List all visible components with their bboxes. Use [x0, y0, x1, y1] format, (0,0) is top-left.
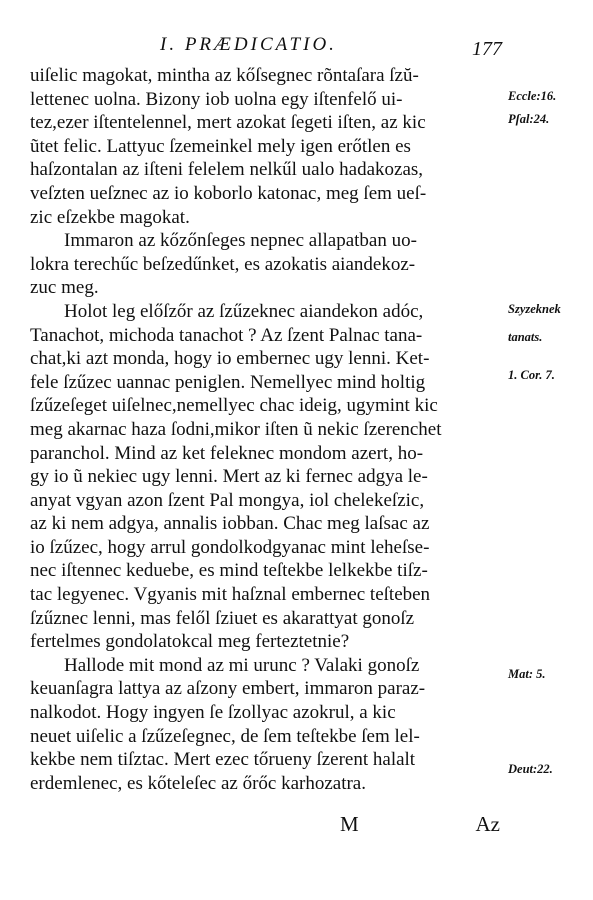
text-line: az ki nem adgya, annalis iobban. Chac meg laſsac az	[30, 513, 430, 535]
text-line: io ſzűzec, hogy arrul gondolkodgyanac mint leheſse-	[30, 536, 430, 558]
text-line: tac legyenec. Vgyanis mit haſznal embernec teſteben	[30, 584, 431, 606]
margin-note: Eccle:16.	[508, 89, 557, 103]
margin-note: Pſal:24.	[508, 112, 550, 126]
margin-note: Mat: 5.	[508, 667, 546, 681]
text-line: veſzten ueſznec az io koborlo katonac, meg ſem ueſ-	[30, 182, 427, 204]
text-line: Holot leg előſzőr az ſzűzeknec aiandekon adóc,	[64, 300, 424, 322]
text-line: fertelmes gondolatokcal meg ferteztetnie?	[30, 631, 350, 653]
text-line: Immaron az kőzőnſeges nepnec allapatban uo-	[64, 230, 417, 252]
text-line: uiſelic magokat, mintha az kőſsegnec rõntaſara ſzŭ-	[30, 65, 419, 86]
text-line: kekbe nem tiſztac. Mert ezec tőrueny ſzerent halalt	[30, 749, 416, 771]
text-line: tez,ezer iſtentelennel, mert azokat ſegeti iſten, az kic	[30, 112, 426, 134]
text-line: ſzűzeſeget uiſelnec,nemellyec chac ideig, ugymint kic	[30, 395, 438, 417]
text-line: lokra terechűc beſzedűnket, es azokatis aiandekoz-	[30, 253, 416, 275]
text-line: Hallode mit mond az mi urunc ? Valaki gonoſz	[64, 654, 420, 676]
margin-note: 1. Cor. 7.	[508, 368, 555, 382]
text-line: Tanachot, michoda tanachot ? Az ſzent Palnac tana-	[30, 324, 423, 346]
running-title: I. PRÆDICATIO.	[160, 34, 337, 55]
text-line: anyat vgyan azon ſzent Pal mongya, iol chelekeſzic,	[30, 489, 425, 511]
text-line: zic eſzekbe magokat.	[30, 206, 190, 228]
text-line: haſzontalan az iſteni felelem nelkűl ualo hadakozas,	[30, 159, 424, 181]
text-line: nec iſtennec keduebe, es mind teſtekbe lelkekbe tiſz-	[30, 560, 428, 582]
signature-mark: M	[340, 812, 359, 836]
text-line: paranchol. Mind az ket feleknec mondom azert, ho-	[30, 442, 424, 464]
text-line: gy io ũ nekiec ugy lenni. Mert az ki fernec adgya le-	[30, 466, 428, 488]
body-text	[30, 64, 520, 795]
catchword-row	[340, 812, 500, 837]
margin-note: Szyzeknek	[508, 302, 561, 316]
text-line: meg akarnac haza ſodni,mikor iſten ũ nekic ſzerenchet	[30, 418, 442, 440]
text-line: erdemlenec, es kőteleſec az őrőc karhozatra.	[30, 772, 366, 794]
text-line: ũtet felic. Lattyuc ſzemeinkel mely igen erőtlen es	[30, 135, 411, 157]
margin-note: Deut:22.	[508, 762, 553, 776]
margin-note: tanats.	[508, 330, 543, 344]
text-line: ſzűznec lenni, mas felől ſziuet es akarattyat gonoſz	[30, 607, 415, 629]
text-line: fele ſzűzec uannac peniglen. Nemellyec mind holtig	[30, 371, 426, 393]
text-line: lettenec uolna. Bizony iob uolna egy iſtenfelő ui-	[30, 88, 403, 110]
text-line: keuanſagra lattya az aſzony embert, immaron paraz-	[30, 678, 426, 700]
catchword: Az	[475, 812, 500, 836]
text-line: neuet uiſelic a ſzűzeſegnec, de ſem teſtekbe ſem lel-	[30, 725, 420, 747]
text-line: nalkodot. Hogy ingyen ſe ſzollyac azokrul, a kic	[30, 702, 396, 724]
page-number: 177	[472, 38, 502, 60]
text-line: zuc meg.	[30, 277, 99, 299]
text-line: chat,ki azt monda, hogy io embernec ugy lenni. Ket-	[30, 348, 430, 370]
